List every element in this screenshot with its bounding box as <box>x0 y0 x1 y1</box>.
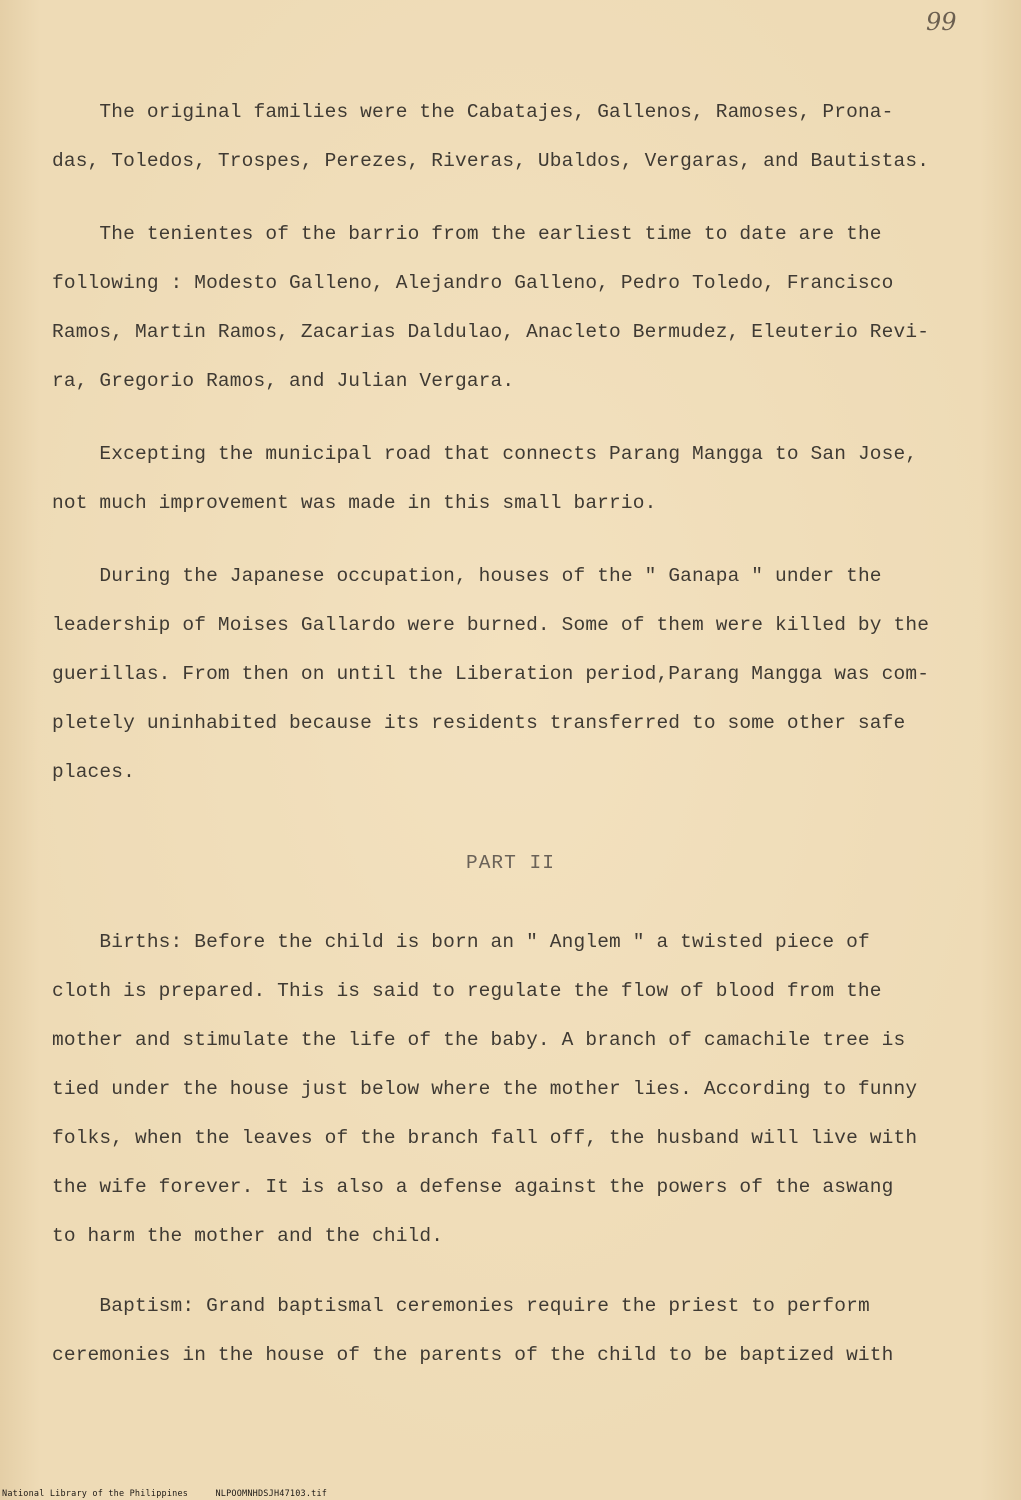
paragraph-municipal-road: Excepting the municipal road that connects Parang Mangga to San Jose, not much improvement was made in this small barrio. <box>52 443 918 514</box>
footer-file-id: NLPOOMNHDSJH47103.tif <box>215 1489 328 1499</box>
scan-footer <box>2 1489 349 1499</box>
footer-library: National Library of the Philippines <box>2 1489 189 1499</box>
page-number: 99 <box>926 8 957 36</box>
paragraph-original-families: The original families were the Cabatajes, Gallenos, Ramoses, Prona- das, Toledos, Trospes, Perezes, Riveras, Ubaldos, Vergaras, and Bautistas. <box>52 101 930 172</box>
paragraph-births: Births: Before the child is born an " Anglem " a twisted piece of cloth is prepared. This is said to regulate the flow of blood from the mother and stimulate the life of the baby. A branch of camachile tree is tied under the house just below where the mother lies. According to funny folks, when the leaves of the branch fall off, the husband will live with the wife forever. It is also a defense against the powers of the aswang to harm the mother and the child. <box>52 931 918 1247</box>
paragraph-baptism: Baptism: Grand baptismal ceremonies require the priest to perform ceremonies in the house of the parents of the child to be baptized with <box>52 1295 894 1366</box>
paragraph-tenientes: The tenientes of the barrio from the earliest time to date are the following : Modesto Galleno, Alejandro Galleno, Pedro Toledo, Francisco Ramos, Martin Ramos, Zacarias Daldulao, Anacleto Bermudez, Eleuterio Revi- ra, Gregorio Ramos, and Julian Vergara. <box>52 223 930 392</box>
paragraph-japanese-occupation: During the Japanese occupation, houses of the " Ganapa " under the leadership of Moises Gallardo were burned. Some of them were killed by the guerillas. From then on until the Liberation period,Parang Mangga was com- pletely uninhabited because its residents transferred to some other safe places. <box>52 565 930 783</box>
section-heading: PART II <box>466 852 555 874</box>
